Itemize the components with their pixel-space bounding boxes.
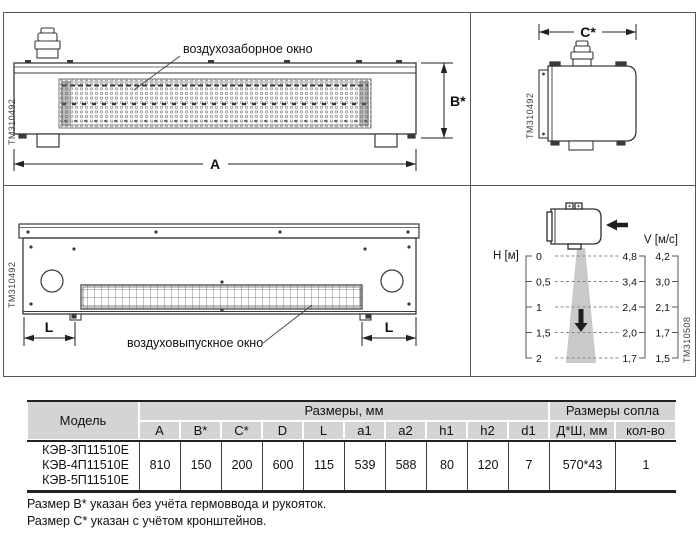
dim-l-right-label: L <box>384 319 394 335</box>
v1-tick: 1,7 <box>622 353 637 365</box>
dimensions-table-grid <box>27 400 676 490</box>
dim-l-left <box>24 317 75 346</box>
table-border-bottom <box>27 490 676 493</box>
bottom-watermark: TM310492 <box>7 261 17 308</box>
value-c: 200 <box>221 440 262 490</box>
front-view-drawing <box>4 13 470 185</box>
bottom-view-panel <box>4 186 470 376</box>
value-a: 810 <box>139 440 180 490</box>
h-tick: 1 <box>536 302 542 314</box>
airflow-chart-panel <box>471 186 695 376</box>
col-header-l: L <box>303 421 344 440</box>
dimensions-table <box>27 400 676 490</box>
value-b: 150 <box>180 440 221 490</box>
model-name: КЭВ-4П11510Е <box>42 457 129 472</box>
bottom-view-drawing <box>4 186 470 376</box>
mounting-feet <box>19 134 415 147</box>
value-d: 600 <box>262 440 303 490</box>
v1-tick: 2,0 <box>622 327 637 340</box>
footnote-c: Размер C* указан с учётом кронштейнов. <box>27 514 267 528</box>
v2-tick: 1,5 <box>655 353 670 365</box>
drawing-sheet <box>3 12 696 377</box>
front-view-panel <box>4 13 470 185</box>
cable-gland-icon <box>571 41 593 66</box>
v1-axis-bracket <box>639 256 645 358</box>
panel-divider-horizontal <box>4 185 695 186</box>
outlet-callout-label: воздуховыпускное окно <box>127 336 264 350</box>
value-l: 115 <box>303 440 344 490</box>
dim-b-label: B* <box>450 93 466 109</box>
col-header-a2: a2 <box>385 421 426 440</box>
intake-callout-label: воздухозаборное окно <box>183 42 313 56</box>
h-axis-label: H [м] <box>493 250 519 262</box>
model-name: КЭВ-5П11510Е <box>42 472 129 487</box>
device-icon <box>547 203 601 249</box>
dim-c <box>539 24 636 40</box>
h-tick: 1,5 <box>536 327 551 340</box>
v2-tick: 2,1 <box>655 302 670 314</box>
v1-tick-labels <box>622 251 637 365</box>
bracket-plate <box>539 70 548 138</box>
dims-group-header: Размеры, мм <box>139 400 549 421</box>
side-view-panel <box>471 13 695 185</box>
table-border-top <box>27 400 676 402</box>
airflow-chart <box>471 186 695 376</box>
col-header-a1: a1 <box>344 421 385 440</box>
side-watermark: TM310492 <box>525 92 535 139</box>
nozzle-group-header: Размеры сопла <box>549 400 676 421</box>
device-body-side <box>548 62 636 141</box>
front-watermark: TM310492 <box>7 98 17 145</box>
v2-tick: 1,7 <box>655 327 670 340</box>
dim-l-right <box>362 317 416 346</box>
v1-tick: 4,8 <box>622 251 637 263</box>
value-h2: 120 <box>467 440 508 490</box>
side-view-drawing <box>471 13 695 185</box>
h-axis-bracket <box>526 256 532 358</box>
value-a1: 539 <box>344 440 385 490</box>
col-header-count: кол-во <box>615 421 676 440</box>
v-axis-label: V [м/с] <box>643 234 678 246</box>
dim-l-left-label: L <box>44 319 54 335</box>
v2-tick: 3,0 <box>655 276 670 289</box>
outlet-grille <box>81 285 362 309</box>
col-header-h1: h1 <box>426 421 467 440</box>
col-header-c: C* <box>221 421 262 440</box>
dim-c-label: C* <box>580 24 596 40</box>
cable-gland-icon <box>35 28 60 58</box>
air-cone <box>566 248 596 363</box>
v2-tick: 4,2 <box>655 251 670 263</box>
value-h1: 80 <box>426 440 467 490</box>
intake-direction-arrow-icon <box>606 220 628 231</box>
col-header-nozzle-size: Д*Ш, мм <box>549 421 615 440</box>
h-tick: 2 <box>536 353 542 365</box>
value-count: 1 <box>615 440 676 490</box>
panel-divider-vertical <box>470 13 471 376</box>
table-border-header <box>27 440 676 442</box>
footnote-b: Размер B* указан без учёта гермоввода и рукояток. <box>27 497 327 511</box>
v1-tick: 2,4 <box>622 302 637 314</box>
value-d1: 7 <box>508 440 549 490</box>
col-header-h2: h2 <box>467 421 508 440</box>
col-header-d: D <box>262 421 303 440</box>
left-hole <box>41 270 63 292</box>
col-header-d1: d1 <box>508 421 549 440</box>
v2-tick-labels <box>655 251 670 365</box>
v2-axis-bracket <box>672 256 678 358</box>
dim-a-label: A <box>209 156 221 172</box>
h-tick: 0,5 <box>536 276 551 289</box>
h-tick: 0 <box>536 251 542 263</box>
col-header-a: A <box>139 421 180 440</box>
bottom-brackets <box>70 314 371 320</box>
intake-grille <box>59 79 371 128</box>
footnotes <box>27 496 326 530</box>
right-hole <box>381 270 403 292</box>
v1-tick: 3,4 <box>622 276 637 289</box>
dim-b <box>421 63 466 138</box>
value-a2: 588 <box>385 440 426 490</box>
model-name: КЭВ-3П11510Е <box>42 442 129 457</box>
mounting-rail <box>19 224 419 238</box>
col-header-b: B* <box>180 421 221 440</box>
h-tick-labels <box>536 251 551 365</box>
airflow-watermark: TM310508 <box>682 316 692 363</box>
dim-a <box>14 149 416 172</box>
outlet-foot <box>551 141 625 150</box>
model-names-cell <box>27 440 139 490</box>
model-column-header: Модель <box>27 400 139 440</box>
value-nozzle-size: 570*43 <box>549 440 615 490</box>
